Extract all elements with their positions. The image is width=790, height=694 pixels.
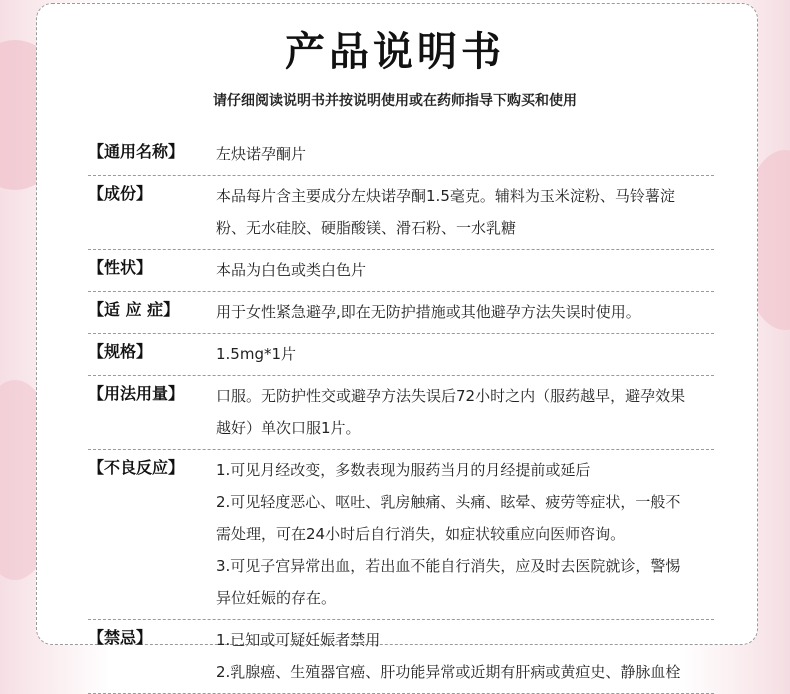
instruction-row	[88, 250, 714, 292]
row-label: 【成份】	[88, 184, 153, 203]
row-value-line: 1.5mg*1片	[216, 345, 297, 363]
page-title: 产品说明书	[285, 29, 505, 75]
row-value-line: 粉、无水硅胶、硬脂酸镁、滑石粉、一水乳糖	[216, 219, 517, 237]
row-value-line: 左炔诺孕酮片	[216, 145, 307, 163]
instruction-row	[88, 620, 714, 694]
row-value-line: 本品为白色或类白色片	[216, 261, 367, 279]
row-value-line: 1.可见月经改变，多数表现为服药当月的月经提前或延后	[216, 461, 591, 479]
row-value-line: 口服。无防护性交或避孕方法失误后72小时之内（服药越早，避孕效果	[216, 387, 686, 405]
row-value-line: 越好）单次口服1片。	[216, 419, 361, 437]
row-value	[216, 380, 714, 444]
row-label: 【禁忌】	[88, 628, 153, 647]
instruction-row	[88, 376, 714, 450]
instruction-row	[88, 134, 714, 176]
row-value-line: 需处理，可在24小时后自行消失，如症状较重应向医师咨询。	[216, 525, 626, 543]
row-label: 【性状】	[88, 258, 153, 277]
instruction-table	[88, 134, 714, 694]
instruction-row	[88, 176, 714, 250]
row-label: 【用法用量】	[88, 384, 185, 403]
row-value	[216, 624, 714, 688]
row-label: 【不良反应】	[88, 458, 185, 477]
row-label: 【通用名称】	[88, 142, 185, 161]
row-value-line: 2.乳腺癌、生殖器官癌、肝功能异常或近期有肝病或黄疸史、静脉血栓	[216, 663, 681, 681]
row-value	[216, 180, 714, 244]
row-value-line: 2.可见轻度恶心、呕吐、乳房触痛、头痛、眩晕、疲劳等症状，一般不	[216, 493, 681, 511]
row-label: 【规格】	[88, 342, 153, 361]
instruction-row	[88, 450, 714, 620]
row-value-line: 3.可见子宫异常出血，若出血不能自行消失，应及时去医院就诊，警惕	[216, 557, 681, 575]
instruction-row	[88, 334, 714, 376]
row-label: 【适 应 症】	[88, 300, 180, 319]
row-value	[216, 454, 714, 614]
row-value	[216, 254, 714, 286]
instruction-row	[88, 292, 714, 334]
row-value-line: 用于女性紧急避孕,即在无防护措施或其他避孕方法失误时使用。	[216, 303, 641, 321]
row-value	[216, 138, 714, 170]
page-subtitle: 请仔细阅读说明书并按说明使用或在药师指导下购买和使用	[213, 93, 577, 109]
row-value-line: 1.已知或可疑妊娠者禁用	[216, 631, 381, 649]
row-value	[216, 338, 714, 370]
row-value	[216, 296, 714, 328]
row-value-line: 本品每片含主要成分左炔诺孕酮1.5毫克。辅料为玉米淀粉、马铃薯淀	[216, 187, 675, 205]
row-value-line: 异位妊娠的存在。	[216, 589, 337, 607]
